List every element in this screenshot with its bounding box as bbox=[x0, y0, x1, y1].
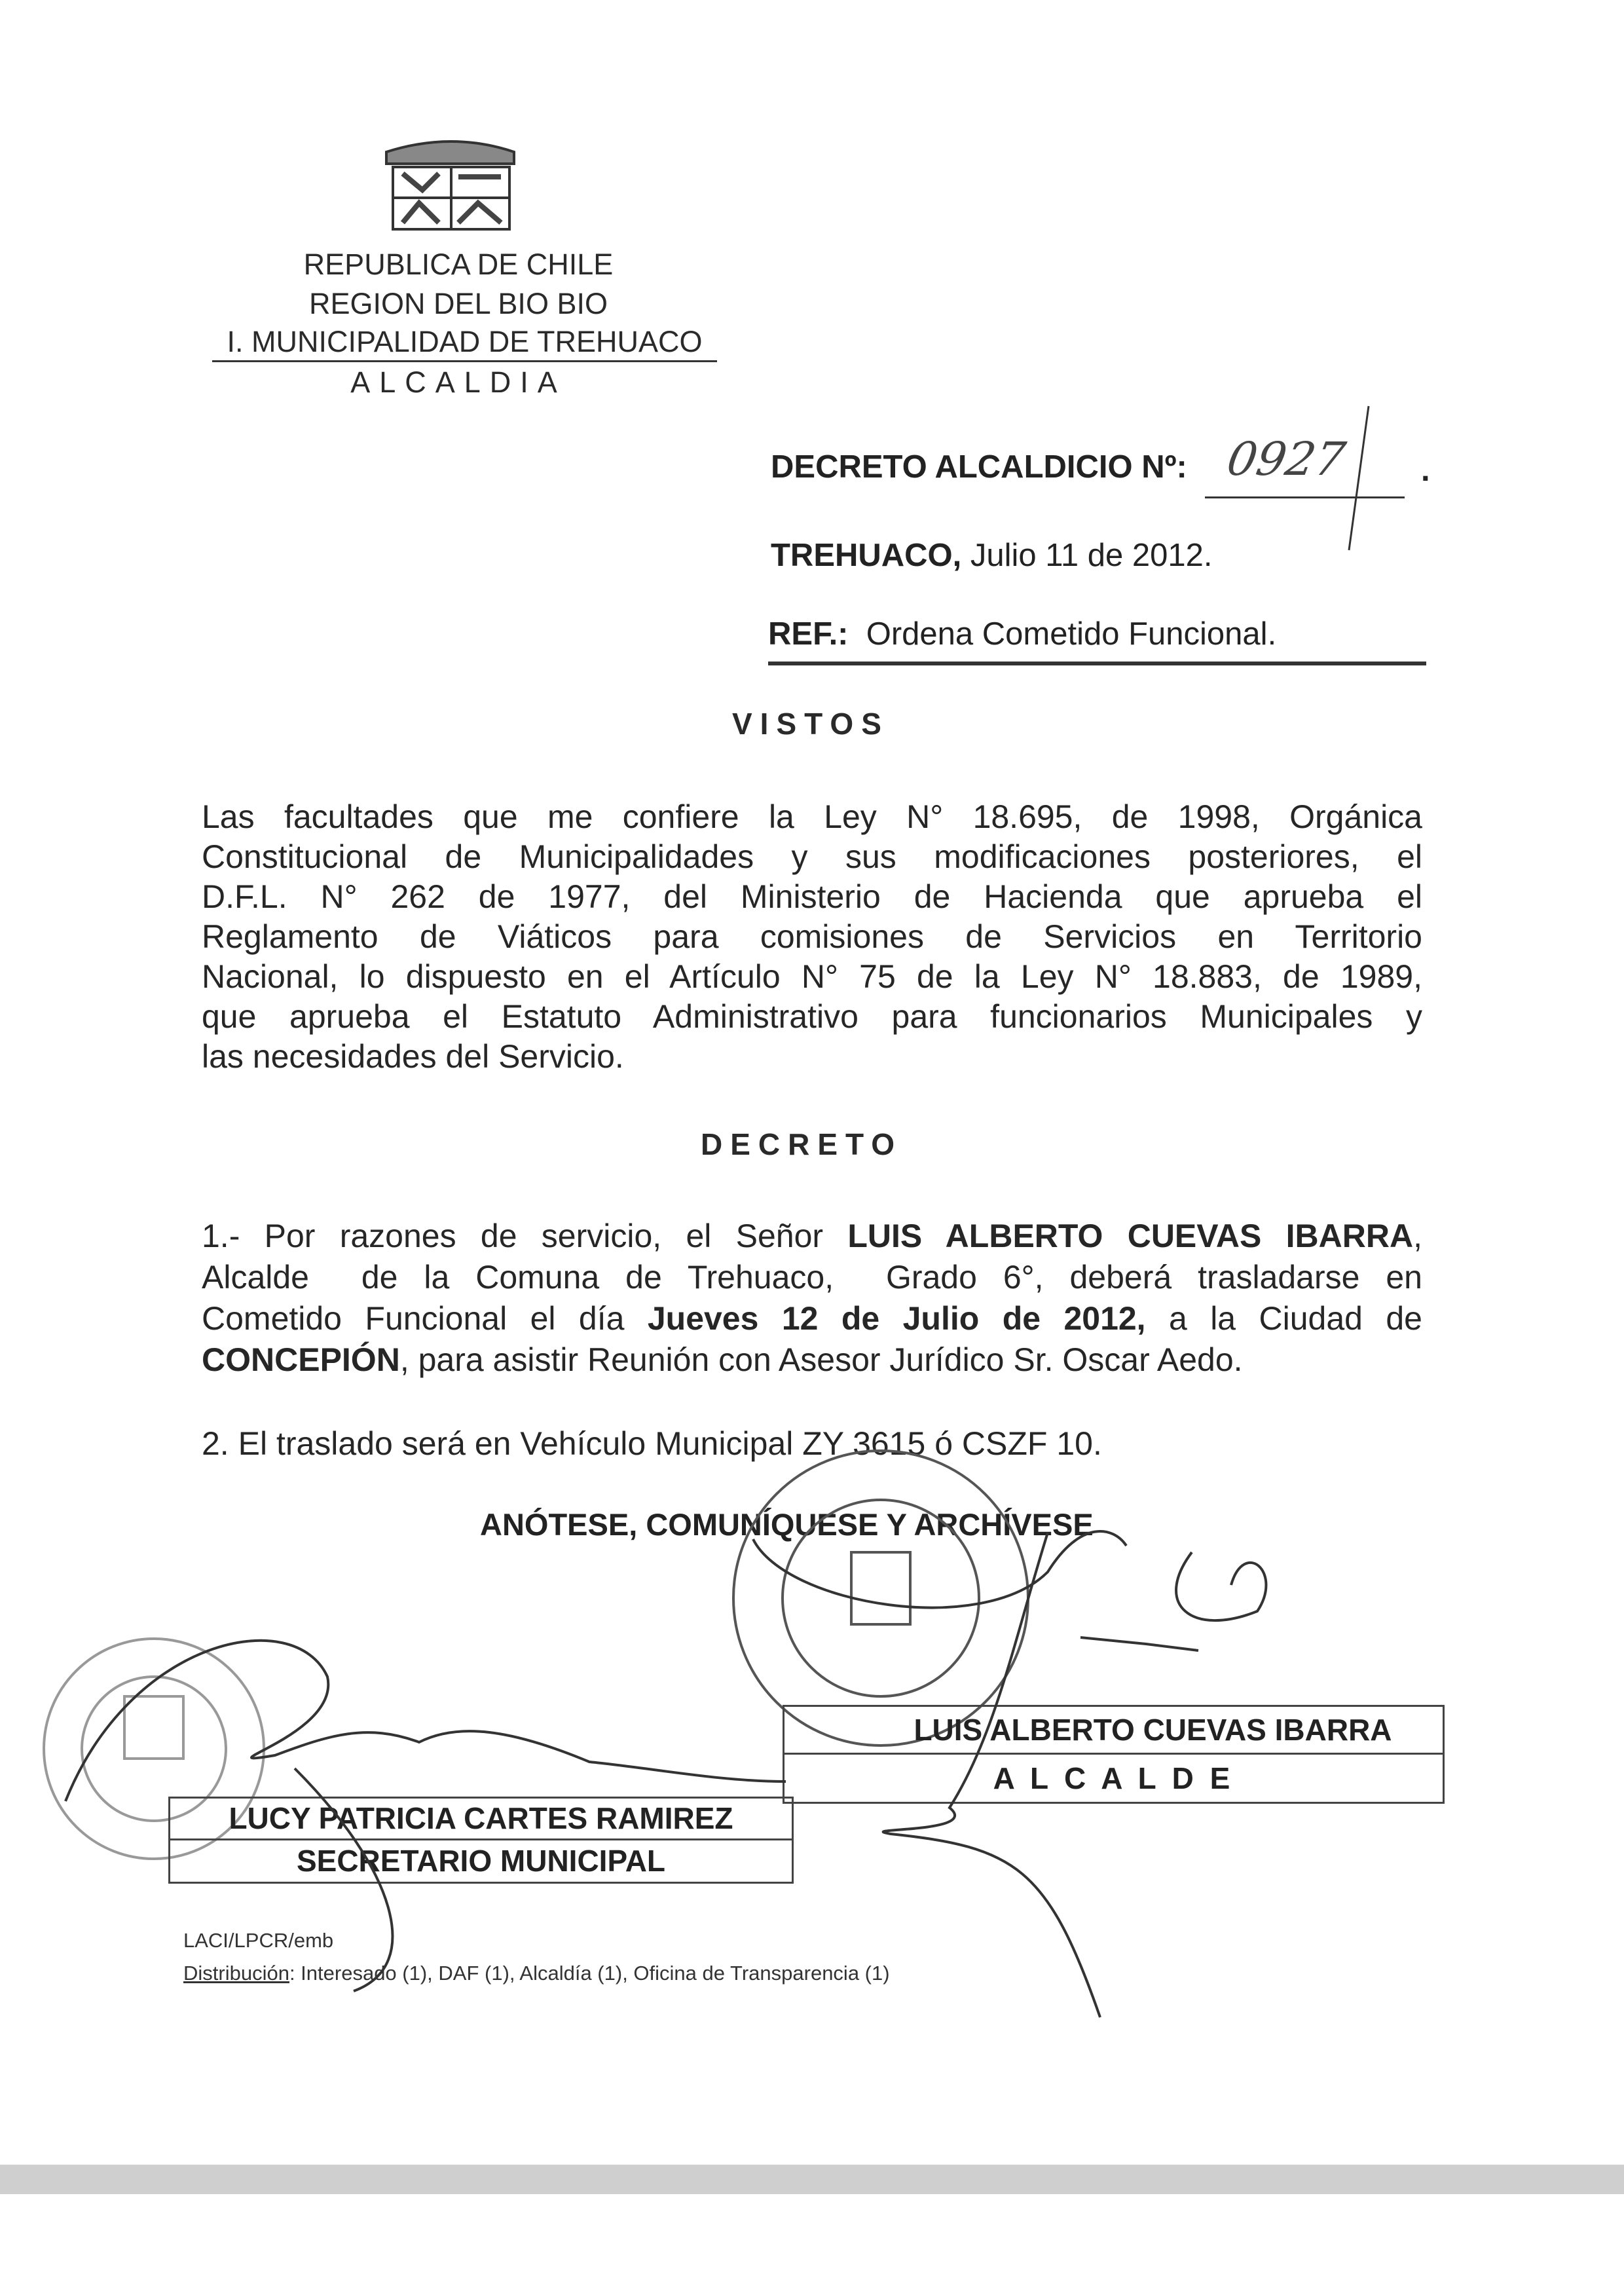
decree-place: TREHUACO, bbox=[771, 538, 962, 573]
text-line bbox=[202, 878, 1422, 916]
ref-text: Ordena Cometido Funcional. bbox=[866, 616, 1277, 652]
header-region: REGION DEL BIO BIO bbox=[309, 287, 608, 320]
mayor-name: LUIS ALBERTO CUEVAS IBARRA bbox=[784, 1707, 1443, 1755]
text-line bbox=[202, 918, 1422, 956]
decree-number-label: DECRETO ALCALDICIO Nº: bbox=[771, 449, 1187, 485]
text-segment: D.F.L. N° 262 de 1977, del Ministerio de Hacienda que aprueba el bbox=[202, 878, 1422, 915]
decree-date-line bbox=[771, 537, 1213, 574]
text-segment: , bbox=[1413, 1218, 1422, 1254]
mayor-stamp-icon bbox=[733, 1451, 1028, 1745]
text-segment: Las facultades que me confiere la Ley N° 18.695, de 1998, Orgánica bbox=[202, 798, 1422, 835]
distribution-label: Distribución bbox=[183, 1962, 289, 1985]
bold-text: Jueves 12 de Julio de 2012, bbox=[647, 1300, 1146, 1337]
decreto-heading: DECRETO bbox=[701, 1127, 903, 1161]
text-segment: Cometido Funcional el día bbox=[202, 1300, 648, 1337]
mayor-title: A L C A L D E bbox=[993, 1761, 1234, 1795]
text-line bbox=[202, 1258, 1422, 1296]
header-country: REPUBLICA DE CHILE bbox=[303, 248, 614, 281]
text-segment: que aprueba el Estatuto Administrativo para funcionarios Municipales y bbox=[202, 998, 1422, 1035]
text-segment: 1.- Por razones de servicio, el Señor bbox=[202, 1218, 848, 1254]
secretary-signature-block bbox=[168, 1797, 794, 1884]
decree-reference bbox=[768, 616, 1426, 665]
decree-number-handwritten: 0927 bbox=[1223, 432, 1350, 486]
decreto-paragraph-2: 2. El traslado será en Vehículo Municipal ZY 3615 ó CSZF 10. bbox=[202, 1425, 1102, 1462]
secretary-title: SECRETARIO MUNICIPAL bbox=[296, 1844, 666, 1878]
text-segment: las necesidades del Servicio. bbox=[202, 1038, 624, 1075]
bold-text: CONCEPIÓN bbox=[202, 1341, 400, 1378]
text-line bbox=[202, 798, 1422, 836]
text-line bbox=[202, 1217, 1422, 1255]
text-segment: Nacional, lo dispuesto en el Artículo N° 75 de la Ley N° 18.883, de 1989, bbox=[202, 958, 1422, 995]
header-office: ALCALDIA bbox=[350, 365, 566, 399]
text-line bbox=[202, 838, 1422, 876]
scan-edge bbox=[0, 2165, 1624, 2194]
footer-initials: LACI/LPCR/emb bbox=[183, 1929, 334, 1952]
distribution-text: : Interesado (1), DAF (1), Alcaldía (1), Oficina de Transparencia (1) bbox=[289, 1962, 890, 1985]
closing-formula: ANÓTESE, COMUNÍQUESE Y ARCHÍVESE bbox=[480, 1507, 1094, 1542]
bold-text: LUIS ALBERTO CUEVAS IBARRA bbox=[847, 1218, 1414, 1254]
vistos-heading: VISTOS bbox=[732, 707, 889, 741]
secretary-name: LUCY PATRICIA CARTES RAMIREZ bbox=[170, 1799, 792, 1840]
text-segment: Reglamento de Viáticos para comisiones de Servicios en Territorio bbox=[202, 918, 1422, 955]
ref-label: REF.: bbox=[768, 616, 849, 652]
text-line bbox=[202, 998, 1422, 1036]
text-segment: a la Ciudad de bbox=[1145, 1300, 1422, 1337]
decree-date: Julio 11 de 2012. bbox=[970, 538, 1213, 573]
text-line bbox=[202, 1299, 1422, 1337]
header-municipality: I. MUNICIPALIDAD DE TREHUACO bbox=[212, 325, 717, 362]
text-line bbox=[202, 1341, 1422, 1379]
text-line bbox=[202, 958, 1422, 996]
text-line bbox=[202, 1037, 1422, 1075]
text-segment: Alcalde de la Comuna de Trehuaco, Grado 6°, deberá trasladarse en bbox=[202, 1259, 1422, 1296]
text-segment: , para asistir Reunión con Asesor Jurídico Sr. Oscar Aedo. bbox=[399, 1341, 1243, 1378]
mayor-signature-block bbox=[783, 1705, 1445, 1804]
footer-distribution bbox=[183, 1962, 890, 1985]
text-segment: Constitucional de Municipalidades y sus modificaciones posteriores, el bbox=[202, 838, 1422, 875]
